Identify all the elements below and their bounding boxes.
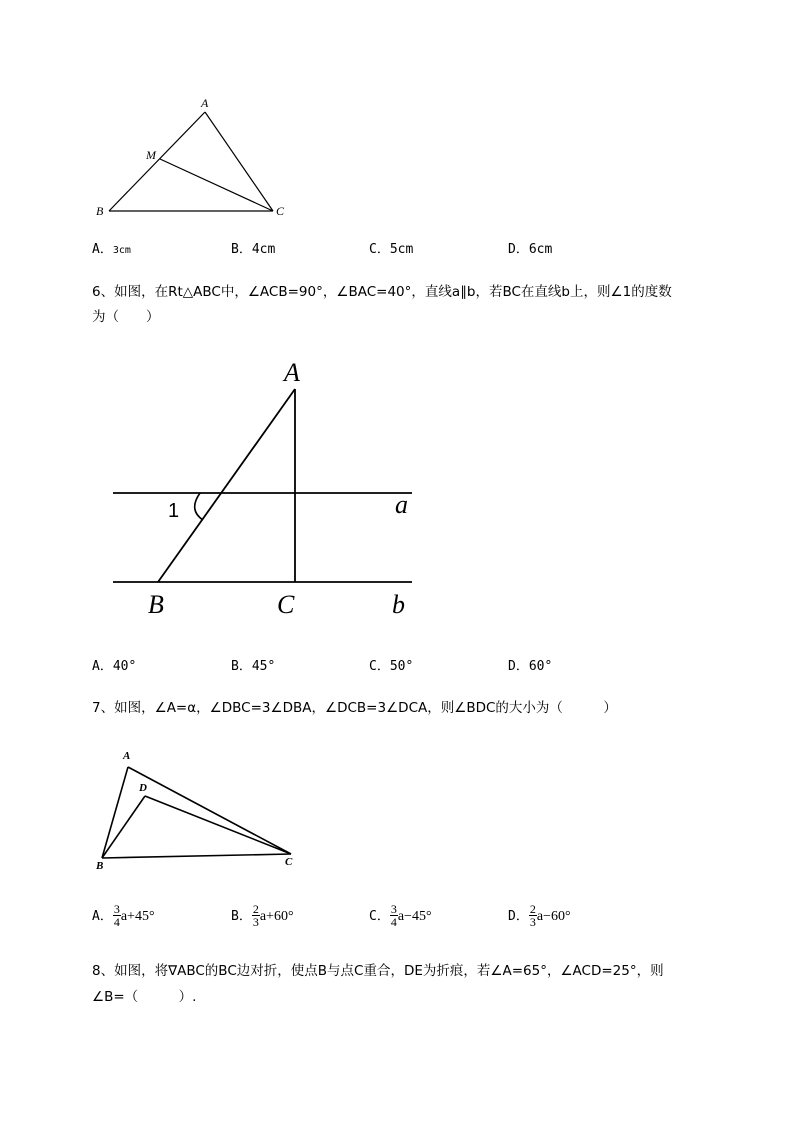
vertex-label-b: B (96, 204, 104, 218)
q5-option-b[interactable]: B．4cm (231, 242, 276, 257)
q6-label-line-a: a (395, 490, 408, 519)
segment-ab-q7 (102, 767, 128, 858)
segment-bd-q7 (102, 796, 145, 858)
q6-text-line1: 6、如图，在Rt△ABC中，∠ACB=90°，∠BAC=40°，直线a∥b，若BC在直线b上，则∠1的度数 (92, 284, 672, 300)
q7-label-d: D (139, 782, 147, 794)
q7-option-b[interactable]: B． $\frac{2}{3}$ a+60° (231, 902, 294, 929)
q6-option-d[interactable]: D．60° (508, 659, 553, 674)
q6-label-line-b: b (392, 590, 405, 619)
q6-option-a[interactable]: A．40° (92, 659, 137, 674)
q5-option-c[interactable]: C．5cm (369, 242, 414, 257)
q6-label-angle-1: 1 (168, 500, 180, 522)
q8-text-line2: ∠B=（ ）. (92, 989, 197, 1005)
q6-option-c[interactable]: C．50° (369, 659, 414, 674)
q7-option-c[interactable]: C． $\frac{3}{4}$ a−45° (369, 902, 432, 929)
q7-label-c: C (285, 856, 293, 868)
q7-option-d[interactable]: D． $\frac{2}{3}$ a−60° (508, 902, 571, 929)
q6-label-a-vertex: A (284, 358, 300, 387)
q6-option-b[interactable]: B．45° (231, 659, 276, 674)
q7-label-b: B (96, 860, 104, 872)
segment-ac-q7 (128, 767, 291, 854)
vertex-label-m: M (146, 148, 156, 162)
q7-option-a[interactable]: A． $\frac{3}{4}$ a+45° (92, 902, 155, 929)
q7-label-a: A (123, 750, 131, 762)
q6-text-line2: 为（ ） (92, 309, 160, 325)
q8-text-line1: 8、如图，将∇ABC的BC边对折，使点B与点C重合，DE为折痕，若∠A=65°，∠ACD=25°，则 (92, 963, 664, 979)
q7-text-line1: 7、如图，∠A=α，∠DBC=3∠DBA，∠DCB=3∠DCA，则∠BDC的大小为（ ） (92, 700, 617, 716)
q5-option-a[interactable]: A．3cm (92, 242, 131, 257)
segment-dc-q7 (145, 796, 291, 854)
vertex-label-a: A (201, 96, 209, 110)
segment-bc-q7 (102, 854, 291, 858)
q6-label-b-vertex: B (148, 590, 164, 619)
vertex-label-c: C (276, 204, 285, 218)
q6-label-c-vertex: C (277, 590, 295, 619)
q5-option-d[interactable]: D．6cm (508, 242, 553, 257)
